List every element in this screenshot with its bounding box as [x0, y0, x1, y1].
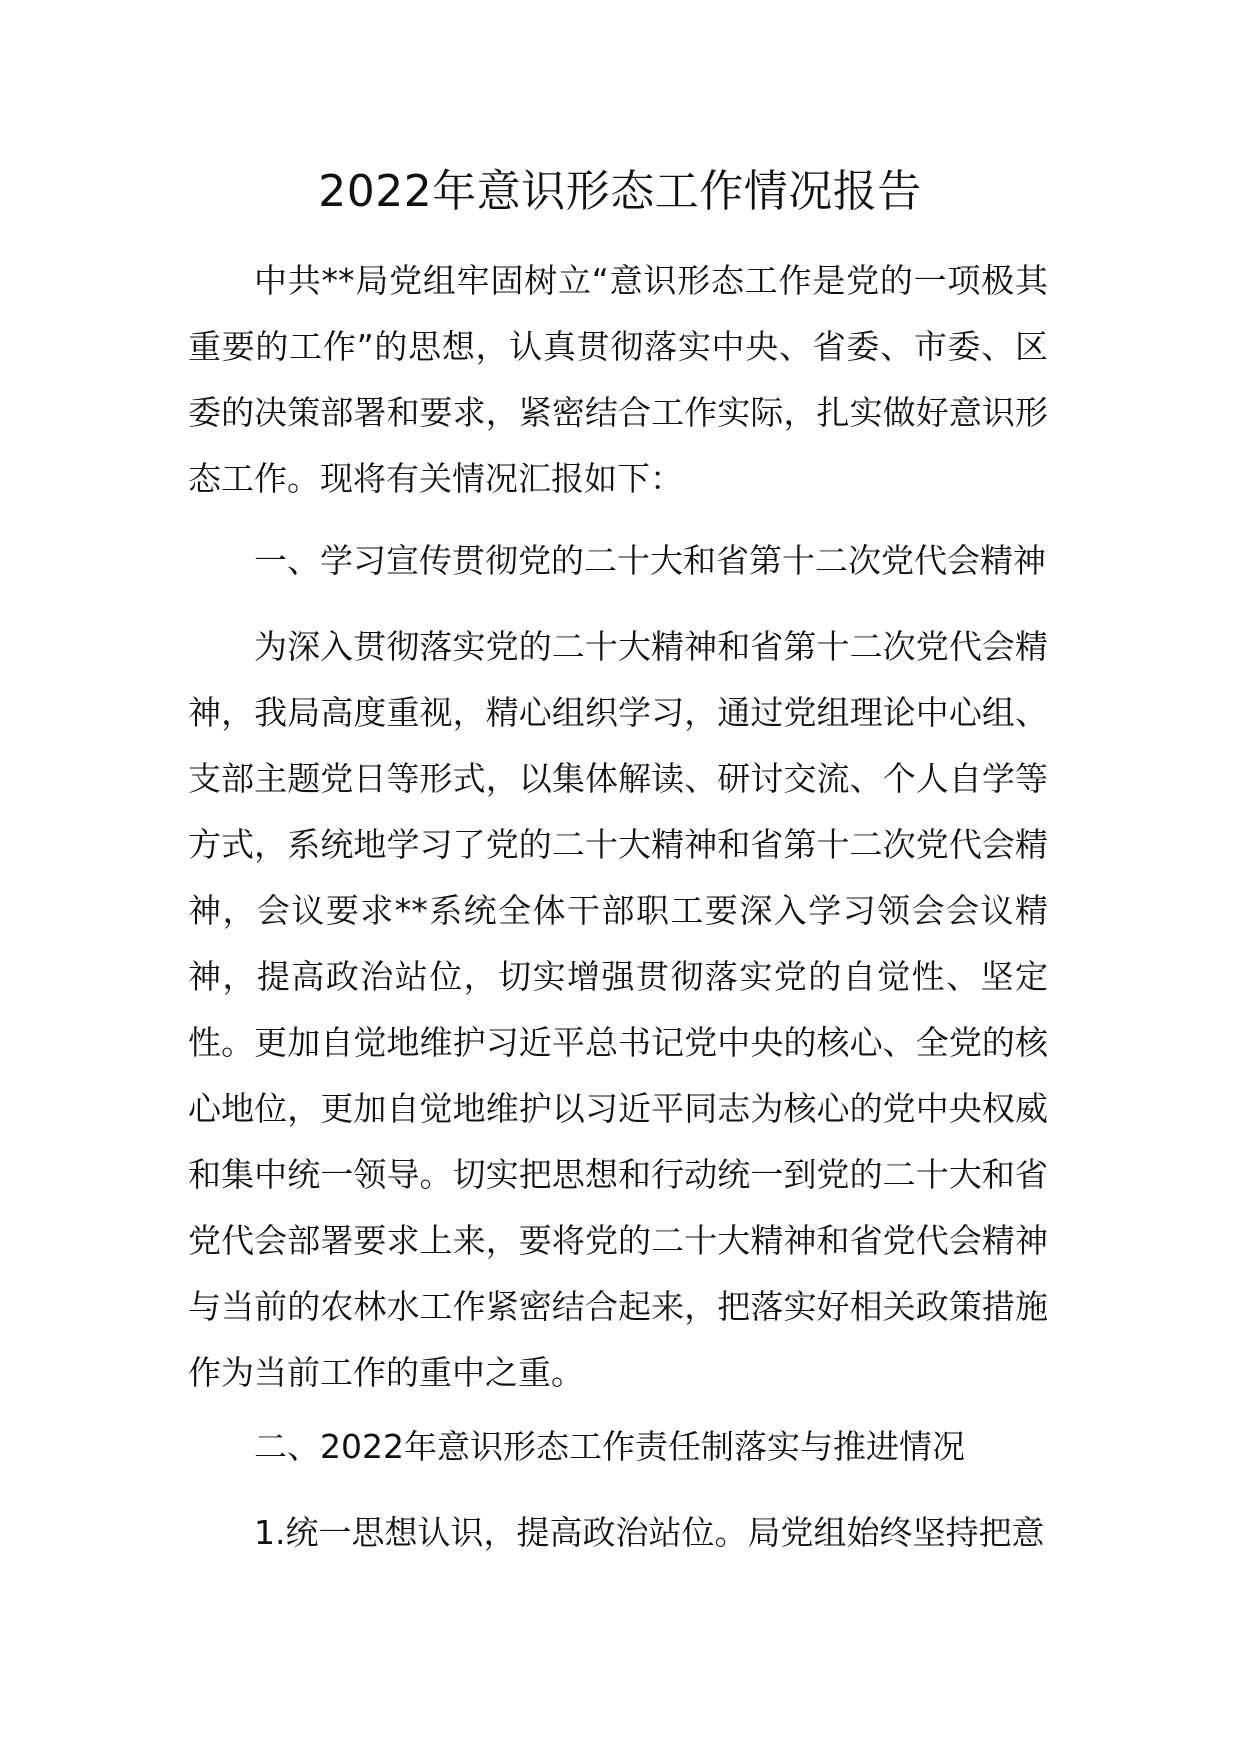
section-heading-2: 二、2022年意识形态工作责任制落实与推进情况	[254, 1427, 965, 1466]
document-title: 2022年意识形态工作情况报告	[318, 166, 922, 217]
section-2-item-1-paragraph: 1.统一思想认识，提高政治站位。局党组始终坚持把意	[254, 1513, 1045, 1552]
section-heading-1: 一、学习宣传贯彻党的二十大和省第十二次党代会精神	[254, 541, 1046, 580]
intro-paragraph: 中共**局党组牢固树立“意识形态工作是党的一项极其重要的工作”的思想，认真贯彻落实中央、省委、市委、区委的决策部署和要求，紧密结合工作实际，扎实做好意识形态工作。现将有关情况汇报如下：	[188, 261, 1048, 498]
section-1-paragraph: 为深入贯彻落实党的二十大精神和省第十二次党代会精神，我局高度重视，精心组织学习，通过党组理论中心组、支部主题党日等形式，以集体解读、研讨交流、个人自学等方式，系统地学习了党的二十大精神和省第十二次党代会精神，会议要求**系统全体干部职工要深入学习领会会议精神，提高政治站位，切实增强贯彻落实党的自觉性、坚定性。更加自觉地维护习近平总书记党中央的核心、全党的核心地位，更加自觉地维护以习近平同志为核心的党中央权威和集中统一领导。切实把思想和行动统一到党的二十大和省党代会部署要求上来，要将党的二十大精神和省党代会精神与当前的农林水工作紧密结合起来，把落实好相关政策措施作为当前工作的重中之重。	[188, 627, 1048, 1392]
